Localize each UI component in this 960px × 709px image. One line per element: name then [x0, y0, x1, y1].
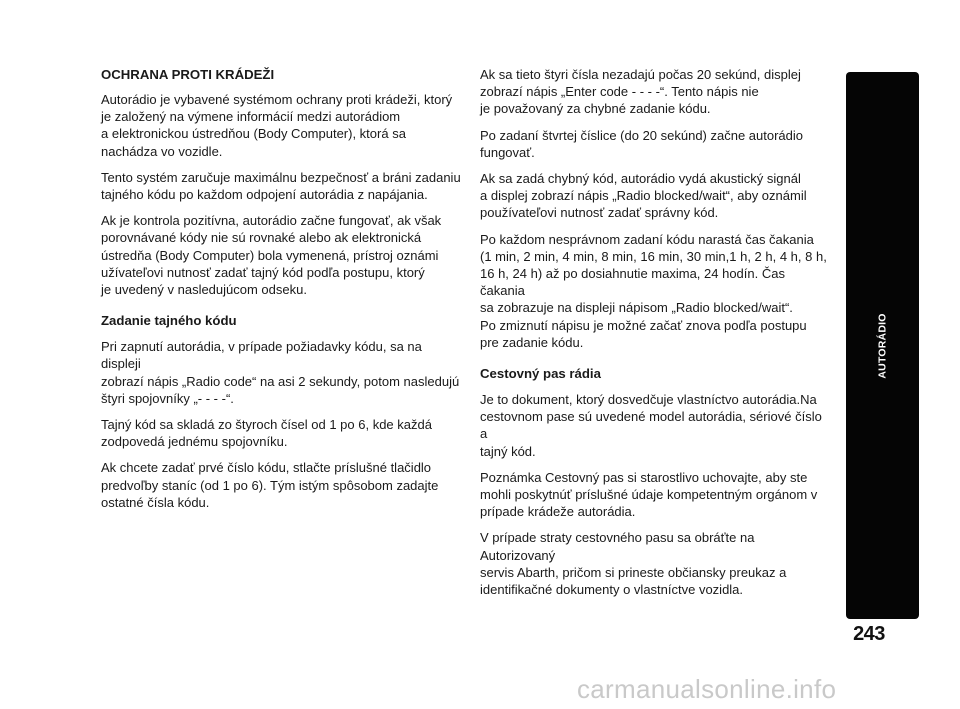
paragraph: V prípade straty cestovného pasu sa obráťte na Autorizovaný servis Abarth, pričom si prineste občiansky preukaz a identifikačné dokumenty o vlastníctve vozidla. [480, 530, 787, 598]
paragraph: Tento systém zaručuje maximálnu bezpečnosť a bráni zadaniu tajného kódu po každom odpojení autorádia z napájania. [101, 169, 461, 203]
chapter-tab-label: AUTORÁDIO [876, 312, 889, 379]
paragraph: Je to dokument, ktorý dosvedčuje vlastníctvo autorádia.Na cestovnom pase sú uvedené model autorádia, sériové číslo a tajný kód. [480, 392, 822, 459]
right-column [480, 66, 832, 607]
paragraph: Pri zapnutí autorádia, v prípade požiadavky kódu, sa na displeji zobrazí nápis „Radio code“ na asi 2 sekundy, potom nasledujú štyri spojovníky „- - - -“. [101, 339, 460, 406]
chapter-tab [846, 72, 919, 619]
paragraph: Autorádio je vybavené systémom ochrany proti krádeži, ktorý je založený na výmene informácií medzi autorádiom a elektronickou ústredňou (Body Computer), ktorá sa nachádza vo vozidle. [101, 92, 453, 159]
paragraph: Ak je kontrola pozitívna, autorádio začne fungovať, ak však porovnávané kódy nie sú rovnaké alebo ak elektronická ústredňa (Body Computer) bola vymenená, prístroj oznámi užívateľovi nutnosť zadať tajný kód podľa postupu, ktorý je uvedený v nasledujúcom odseku. [101, 213, 442, 298]
paragraph: Ak sa zadá chybný kód, autorádio vydá akustický signál a displej zobrazí nápis „Radio blocked/wait“, aby oznámil používateľovi nutnosť zadať správny kód. [480, 171, 807, 221]
subsection-title: Zadanie tajného kódu [101, 313, 237, 329]
section-title: OCHRANA PROTI KRÁDEŽI [101, 67, 275, 82]
left-column [101, 66, 461, 520]
paragraph: Po každom nesprávnom zadaní kódu narastá čas čakania (1 min, 2 min, 4 min, 8 min, 16 min, 30 min,1 h, 2 h, 4 h, 8 h, 16 h, 24 h) až po dosiahnutie maxima, 24 hodín. Čas čakania sa zobrazuje na displeji nápisom „Radio blocked/wait“. Po zmiznutí nápisu je možné začať znova podľa postupu pre zadanie kódu. [480, 231, 827, 350]
page-number: 243 [853, 623, 885, 645]
paragraph: Poznámka Cestovný pas si starostlivo uchovajte, aby ste mohli poskytnúť príslušné údaje kompetentným orgánom v prípade krádeže autorádia. [480, 469, 818, 520]
subsection-title: Cestovný pas rádia [480, 366, 601, 382]
paragraph: Po zadaní štvrtej číslice (do 20 sekúnd) začne autorádio fungovať. [480, 127, 804, 160]
watermark: carmanualsonline.info [577, 674, 837, 704]
paragraph: Ak sa tieto štyri čísla nezadajú počas 20 sekúnd, displej zobrazí nápis „Enter code - - - -“. Tento nápis nie je považovaný za chybné zadanie kódu. [480, 67, 801, 117]
paragraph: Ak chcete zadať prvé číslo kódu, stlačte príslušné tlačidlo predvoľby staníc (od 1 po 6). Tým istým spôsobom zadajte ostatné čísla kódu. [101, 460, 439, 510]
paragraph: Tajný kód sa skladá zo štyroch čísel od 1 po 6, kde každá zodpovedá jednému spojovníku. [101, 417, 432, 450]
